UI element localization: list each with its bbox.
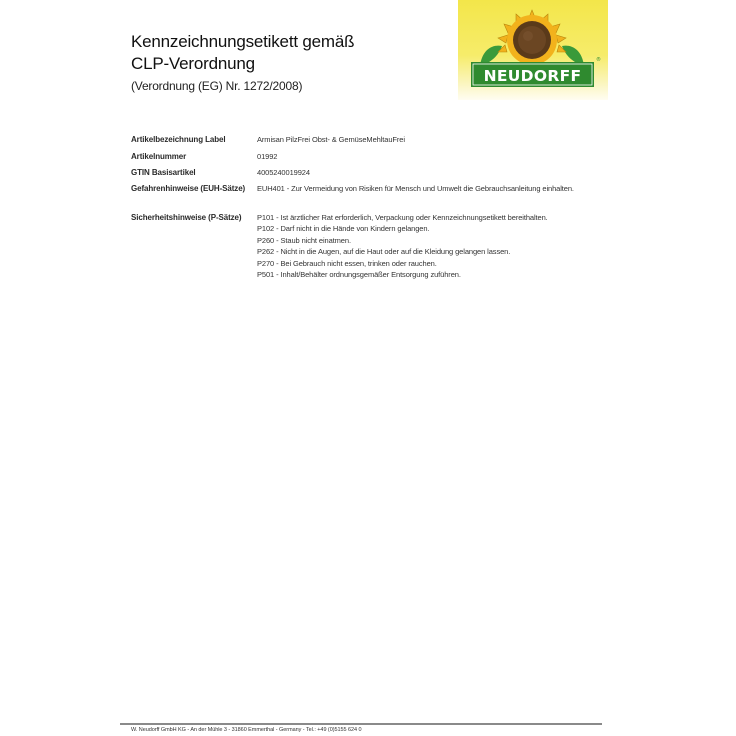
p-statement: P101 - Ist ärztlicher Rat erforderlich, Verpackung oder Kennzeichnungsetikett bereithalten. — [257, 213, 548, 222]
label-info-table — [131, 134, 601, 280]
article-name-value: Armisan PilzFrei Obst- & GemüseMehltauFrei — [257, 135, 405, 144]
row-label: GTIN Basisartikel — [131, 168, 196, 177]
neudorff-logo — [458, 0, 608, 100]
row-label: Sicherheitshinweise (P-Sätze) — [131, 213, 242, 222]
table-row-article-name — [131, 134, 601, 151]
row-value — [257, 212, 601, 280]
row-value — [257, 167, 601, 178]
table-row-article-number — [131, 151, 601, 167]
sunflower-logo-icon — [458, 0, 608, 100]
p-statement: P262 - Nicht in die Augen, auf die Haut oder auf die Kleidung gelangen lassen. — [257, 247, 511, 257]
row-value — [257, 134, 601, 145]
title-line-1: Kennzeichnungsetikett gemäß — [131, 32, 355, 51]
svg-text:®: ® — [596, 57, 601, 63]
table-row-precautionary-statements — [131, 212, 601, 280]
row-label: Gefahrenhinweise (EUH-Sätze) — [131, 184, 246, 193]
footer-address: W. Neudorff GmbH KG - An der Mühle 3 - 31860 Emmerthal - Germany - Tel.: +49 (0)5155 624 0 — [131, 727, 362, 733]
page-title — [131, 31, 354, 75]
title-line-2: CLP-Verordnung — [131, 54, 255, 73]
row-value — [257, 183, 601, 194]
row-label: Artikelbezeichnung Label — [131, 135, 226, 144]
svg-text:NEUDORFF: NEUDORFF — [483, 67, 582, 85]
article-number-value: 01992 — [257, 152, 278, 161]
footer-divider — [120, 723, 602, 725]
p-statement: P270 - Bei Gebrauch nicht essen, trinken oder rauchen. — [257, 258, 437, 268]
p-statement: P102 - Darf nicht in die Hände von Kindern gelangen. — [257, 224, 430, 234]
p-statement: P501 - Inhalt/Behälter ordnungsgemäßer Entsorgung zuführen. — [257, 270, 461, 280]
p-statement: P260 - Staub nicht einatmen. — [257, 235, 351, 245]
table-row-gtin — [131, 167, 601, 183]
table-row-hazard-statements — [131, 183, 601, 212]
regulation-subtitle: (Verordnung (EG) Nr. 1272/2008) — [131, 79, 303, 93]
gtin-value: 4005240019924 — [257, 168, 310, 177]
row-value — [257, 151, 601, 162]
euh-statement: EUH401 - Zur Vermeidung von Risiken für Mensch und Umwelt die Gebrauchsanleitung einhalten. — [257, 184, 574, 193]
row-label: Artikelnummer — [131, 152, 187, 161]
